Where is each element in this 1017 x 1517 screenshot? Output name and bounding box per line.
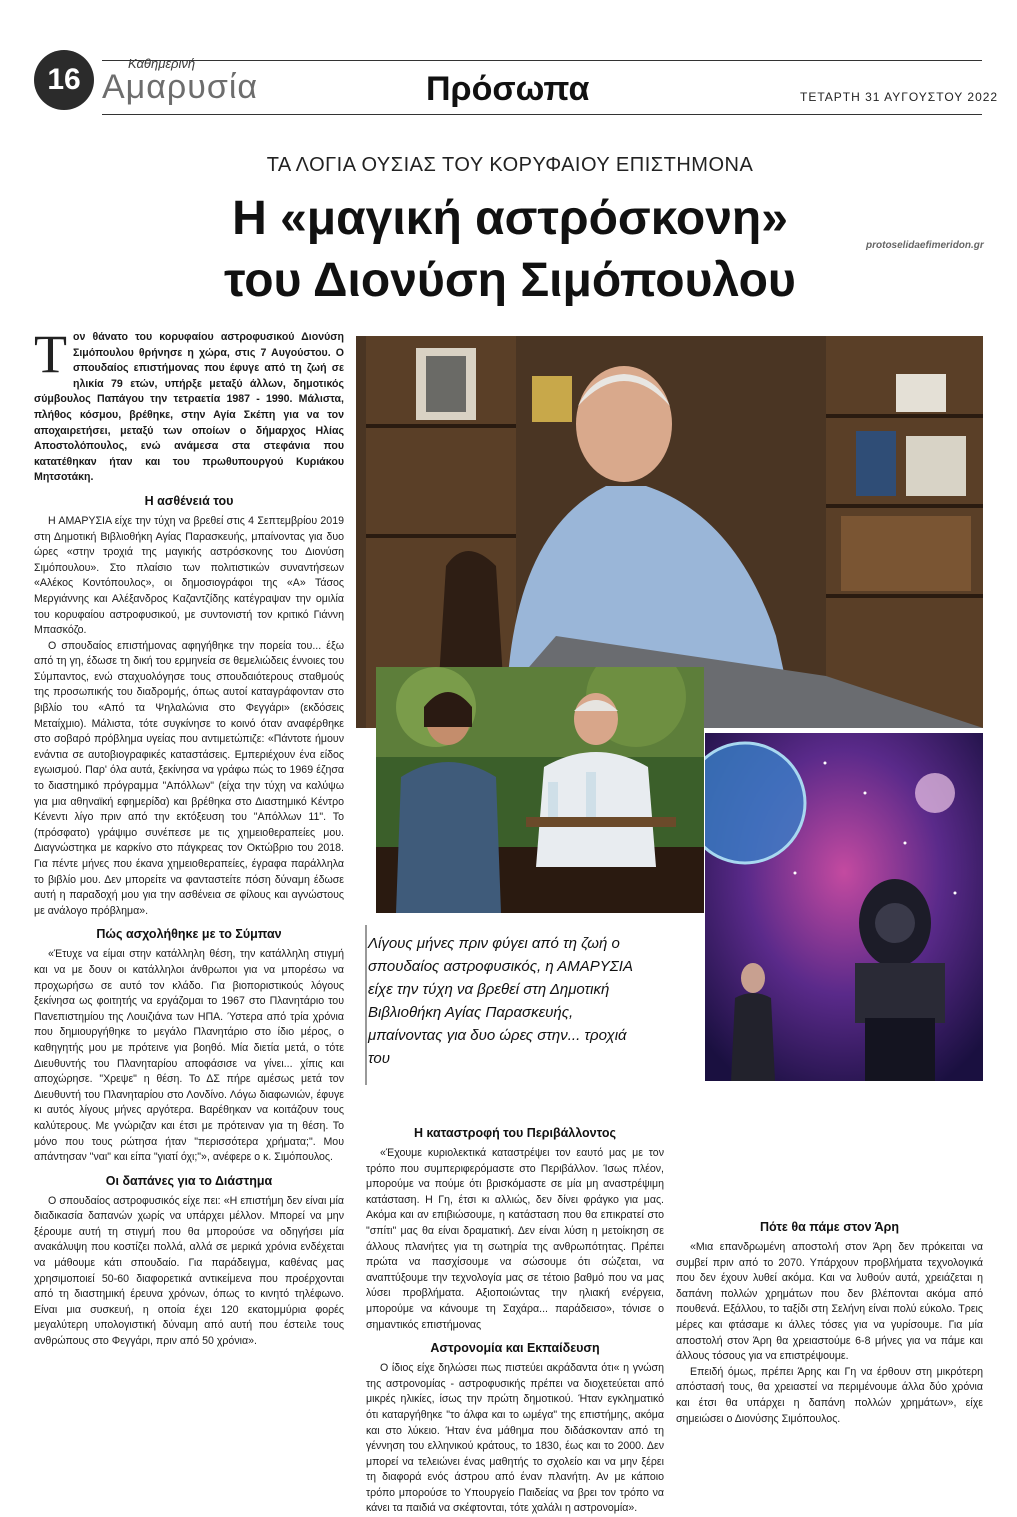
paragraph: Ο σπουδαίος επιστήμονας αφηγήθηκε την πορεία του... έξω από τη γη, έδωσε τη δική του ερμηνεία σε θεμελιώδεις έννοιες του Σύμπαντος, ενώ σταχυολόγησε τους σπουδαιότερους σταθμούς της προσωπικής του διαδρομής, όπως αυτοί καταγράφονταν στο βιβλίο του «Από τα Ψηλαλώνια στο Φεγγάρι» (εκδόσεις Μεταίχμιο). Μάλιστα, τότε συγκίνησε το κοινό όταν αναφέρθηκε στο σοβαρό πρόβλημα υγείας που αντιμετώπιζε: «Πάντοτε ήμουν ενάντια σε αυτοβιογραφικές καταστάσεις. Εμπεριέχουν ένα είδος εγωισμού. Παρ' όλα αυτά, ξεκίνησα να γράφω πώς το 1969 έζησα το διαστημικό πρόγραμμα "Απόλλων" (είχα την τύχη να καλύψω για μια αθηναϊκή εφημερίδα) και βρέθηκα στο Διαστημικό Κέντρο Κένεντι λίγο πριν από την εκτόξευση του "Απόλλων 11". Το (πρόσφατο) γράψιμο συνέπεσε με τις χημειοθεραπείες μου. Διαγνώστηκα με καρκίνο στο πάγκρεας τον Οκτώβριο του 2018. Για πέντε μήνες που έκανα χημειοθεραπείες, έγραφα παράλληλα το βιβλίο μου. Δεν μπορείτε να φανταστείτε πόση δύναμη έδωσε αυτή η παραδοχή μου για την ασθένεια σε φίλους και αγνώστους με ανάλογο πρόβλημα». — [34, 639, 344, 917]
left-column — [34, 324, 344, 1350]
article-headline — [60, 188, 960, 312]
section-title: Πρόσωπα — [426, 70, 590, 108]
header-rule-top — [102, 60, 982, 61]
subhead-illness: Η ασθένειά του — [144, 493, 234, 508]
paragraph: Η ΑΜΑΡΥΣΙΑ είχε την τύχη να βρεθεί στις 4 Σεπτεμβρίου 2019 στη Δημοτική Βιβλιοθήκη Αγίας Παρασκευής, μπαίνοντας για δυο ώρες «στην τροχιά της μαγικής αστρόσκονης του Διονύση Σιμόπουλου». Στο πλαίσιο των πολιτιστικών συναντήσεων «Αλέκος Κοντόπουλος», οι δημοσιογράφοι της «Α» Τάσος Μεργιάννης και Αλέξανδρος Καζαντζίδης κατέγραψαν την ομιλία του κορυφαίου αστροφυσικού, με συντονιστή τον κριτικό Γιάννη Μπασκόζο. — [34, 514, 344, 637]
article-lead — [34, 324, 344, 486]
planetarium-photo — [705, 733, 983, 1081]
paragraph: «Έτυχε να είμαι στην κατάλληλη θέση, την κατάλληλη στιγμή και να με δουν οι κατάλληλοι άνθρωποι για να μπορέσω να προχωρήσω σε αυτό τον κλάδο. Για βιοποριστικούς λόγους ξεκίνησα ως φοιτητής να εργάζομαι το 1967 στο Πλανητάριο του Πανεπιστημίου της Λουιζιάνα των ΗΠΑ. Ύστερα από τρία χρόνια που δημιουργήθηκε το μεγάλο Πλανητάριο στο ίδιο μέρος, ο καθηγητής μου με πρότεινε για βοηθό. Μία διετία μετά, ο τότε Διευθυντής του Πλανηταρίου αποφάσισε να γίνει... χίπις και αποχώρησε. "Χρεψε" η θέση. Το ΔΣ πήρε αμέσως μετά τον Διευθυντή του Πλανηταρίου στο Λονδίνο. Λόγω διαφωνιών, έφυγε κι αυτός λίγους μήνες αργότερα. Βαρέθηκαν να κοιτάζουν τους καλύτερους. Με γνώριζαν και έτσι με πρότειναν για τη θέση. Το μόνο που τους ρώτησα ήταν "περισσότερα χρήματα;". Μου απάντησαν "ναι" και είπα "γιατί όχι;"», ανέφερε ο κ. Σιμόπουλος. — [34, 948, 344, 1164]
right-column — [676, 1212, 983, 1427]
caption-rule — [365, 925, 367, 1085]
subhead-costs: Οι δαπάνες για το Διάστημα — [105, 1173, 273, 1188]
newspaper-logo: Αμαρυσία — [102, 68, 259, 106]
paragraph: «Έχουμε κυριολεκτικά καταστρέψει τον εαυτό μας με τον τρόπο που συμπεριφερόμαστε στο Περιβάλλον. Ίσως πλέον, μπορούμε να πούμε ότι βρισκόμαστε σε μία μη αναστρέψιμη κατάσταση. Η Γη, έτσι κι αλλιώς, δεν δίνει φράγκο για μας. Ακόμα και αν επιβιώσουμε, η κατάσταση που θα επικρατεί στο "σπίτι" μας θα είναι δραματική. Δεν είναι λύση η μετοίκηση σε άλλους πλανήτες για τη σωτηρία της ανθρωπότητας. Πρέπει πρώτα να πασχίσουμε να σώσουμε ότι σώζεται, να αναπτύξουμε την τεχνολογία μας σε τέτοιο βαθμό που να μας λύσει προβλήματα. Αξιοποιώντας την ηλιακή ενέργεια, μπορούμε να κάνουμε τη Σαχάρα... παράδεισο», τόνισε ο σημαντικός επιστήμονας — [366, 1147, 664, 1331]
paragraph: «Μια επανδρωμένη αποστολή στον Άρη δεν πρόκειται να συμβεί πριν από το 2070. Υπάρχουν προβλήματα τεχνολογικά που δεν έχουν λυθεί ακόμα. Και να λυθούν αυτά, χρειάζεται η δαπάνη πολλών χρημάτων που δεν βλέπονται ακόμα από πουθενά. Εξάλλου, το ταξίδι στη Σελήνη είναι πολύ εύκολο. Τρεις μέρες και φτάσαμε κι άλλες τόσες για να γυρίσουμε. Για μία αποστολή στον Άρη θα χρειαστούμε 6-8 μήνες για να πάμε και άλλους τόσους για να επιστρέψουμε. — [676, 1241, 983, 1363]
headline-line-2: του Διονύση Σιμόπουλου — [224, 254, 796, 307]
drop-cap: Τ — [34, 324, 67, 384]
header-rule-bottom — [102, 114, 982, 115]
subhead-mars: Πότε θα πάμε στον Άρη — [760, 1220, 899, 1234]
logo-subtitle: Καθημερινή — [128, 56, 196, 71]
subhead-universe: Πώς ασχολήθηκε με το Σύμπαν — [96, 927, 282, 942]
middle-column — [366, 1118, 664, 1517]
source-watermark: protoselidaefimeridon.gr — [866, 240, 984, 251]
lead-text: ον θάνατο του κορυφαίου αστροφυσικού Διονύση Σιμόπουλου θρήνησε η χώρα, στις 7 Αυγούστου. Ο σπουδαίος επιστήμονας που έφυγε από τη ζωή σε ηλικία 79 ετών, υπήρξε μεταξύ άλλων, δημοτικός σύμβουλος Παπάγου την τετραετία 1987 - 1990. Μάλιστα, πλήθος κόσμου, βρέθηκε, στην Αγία Σκέπη για να τον αποχαιρετήσει, μεταξύ των οποίων ο δήμαρχος Ηλίας Αποστολόπουλος, ενώ ανάμεσα στα στεφάνια που κατατέθηκαν ήταν και του πρωθυπουργού Κυριάκου Μητσοτάκη. — [34, 331, 344, 484]
photo-caption: Λίγους μήνες πριν φύγει από τη ζωή ο σπουδαίος αστροφυσικός, η ΑΜΑΡΥΣΙΑ είχε την τύχη να βρεθεί στη Δημοτική Βιβλιοθήκη Αγίας Παρασκευής, μπαίνοντας για δυο ώρες στην... τροχιά του — [368, 935, 633, 1067]
page-number-badge: 16 — [34, 50, 94, 110]
subhead-environment: Η καταστροφή του Περιβάλλοντος — [413, 1126, 616, 1140]
article-kicker: ΤΑ ΛΟΓΙΑ ΟΥΣΙΑΣ ΤΟΥ ΚΟΡΥΦΑΙΟΥ ΕΠΙΣΤΗΜΟΝΑ — [266, 154, 754, 176]
issue-date: ΤΕΤΑΡΤΗ 31 ΑΥΓΟΥΣΤΟΥ 2022 — [800, 90, 999, 104]
paragraph: Ο ίδιος είχε δηλώσει πως πιστεύει ακράδαντα ότι« η γνώση της αστρονομίας - αστροφυσικής πρέπει να διοχετεύεται από μικρές ηλικίες, ίσως την πρώτη δημοτικού. Ήταν εγκληματικό ότι καταργήθηκε "το άλφα και το ωμέγα" της επιστήμης, ακόμα και στο λύκειο. Ήταν ένα μάθημα που διδάσκονταν από τη γέννηση του ελληνικού κράτους, το 1830, έως και το 2000. Δεν μπορεί να τελειώνει ένας μαθητής το σχολείο και να μην ξέρει τη διαφορά ενός άστρου από έναν πλανήτη. Αν με κάποιο τρόπο μπορούσε το Υπουργείο Παιδείας να βρει τον τρόπο να κάνει τα παιδιά να σκέφτονται, τότε χαλάλι η αστρονομία». — [366, 1362, 664, 1515]
headline-line-1: Η «μαγική αστρόσκονη» — [232, 192, 788, 245]
paragraph: Ο σπουδαίος αστροφυσικός είχε πει: «Η επιστήμη δεν είναι μία διαδικασία δαπανών χωρίς να υπάρχει μέλλον. Μπορεί να μην ξέρουμε αυτή τη στιγμή που θα μπορούσε να οδηγήσει μία ανακάλυψη που κοστίζει πολλά, αλλά σε μερικά χρόνια ενδέχεται να μάθουμε κάτι σπουδαίο. Για παράδειγμα, καθένας μας χρησιμοποιεί 50-60 διαφορετικά αντικείμενα που προέρχονται από τη διαστημική έρευνα χρόνων, όπως το κινητό τηλέφωνο. Είναι μια συσκευή, η οποία έχει 120 εκατομμύρια φορές μεγαλύτερη υπολογιστική δύναμη από αυτή που έστειλε τους ανθρώπους στο Φεγγάρι, πριν από 50 χρόνια». — [34, 1194, 344, 1348]
event-photo — [376, 667, 704, 913]
paragraph: Επειδή όμως, πρέπει Άρης και Γη να έρθουν στη μικρότερη απόστασή τους, θα χρειαστεί να περιμένουμε άλλα δύο χρόνια και έτσι θα υπάρχει η δαπάνη πολλών χρημάτων», είχε σημειώσει ο Διονύσης Σιμόπουλος. — [676, 1365, 983, 1425]
subhead-education: Αστρονομία και Εκπαίδευση — [430, 1341, 600, 1356]
